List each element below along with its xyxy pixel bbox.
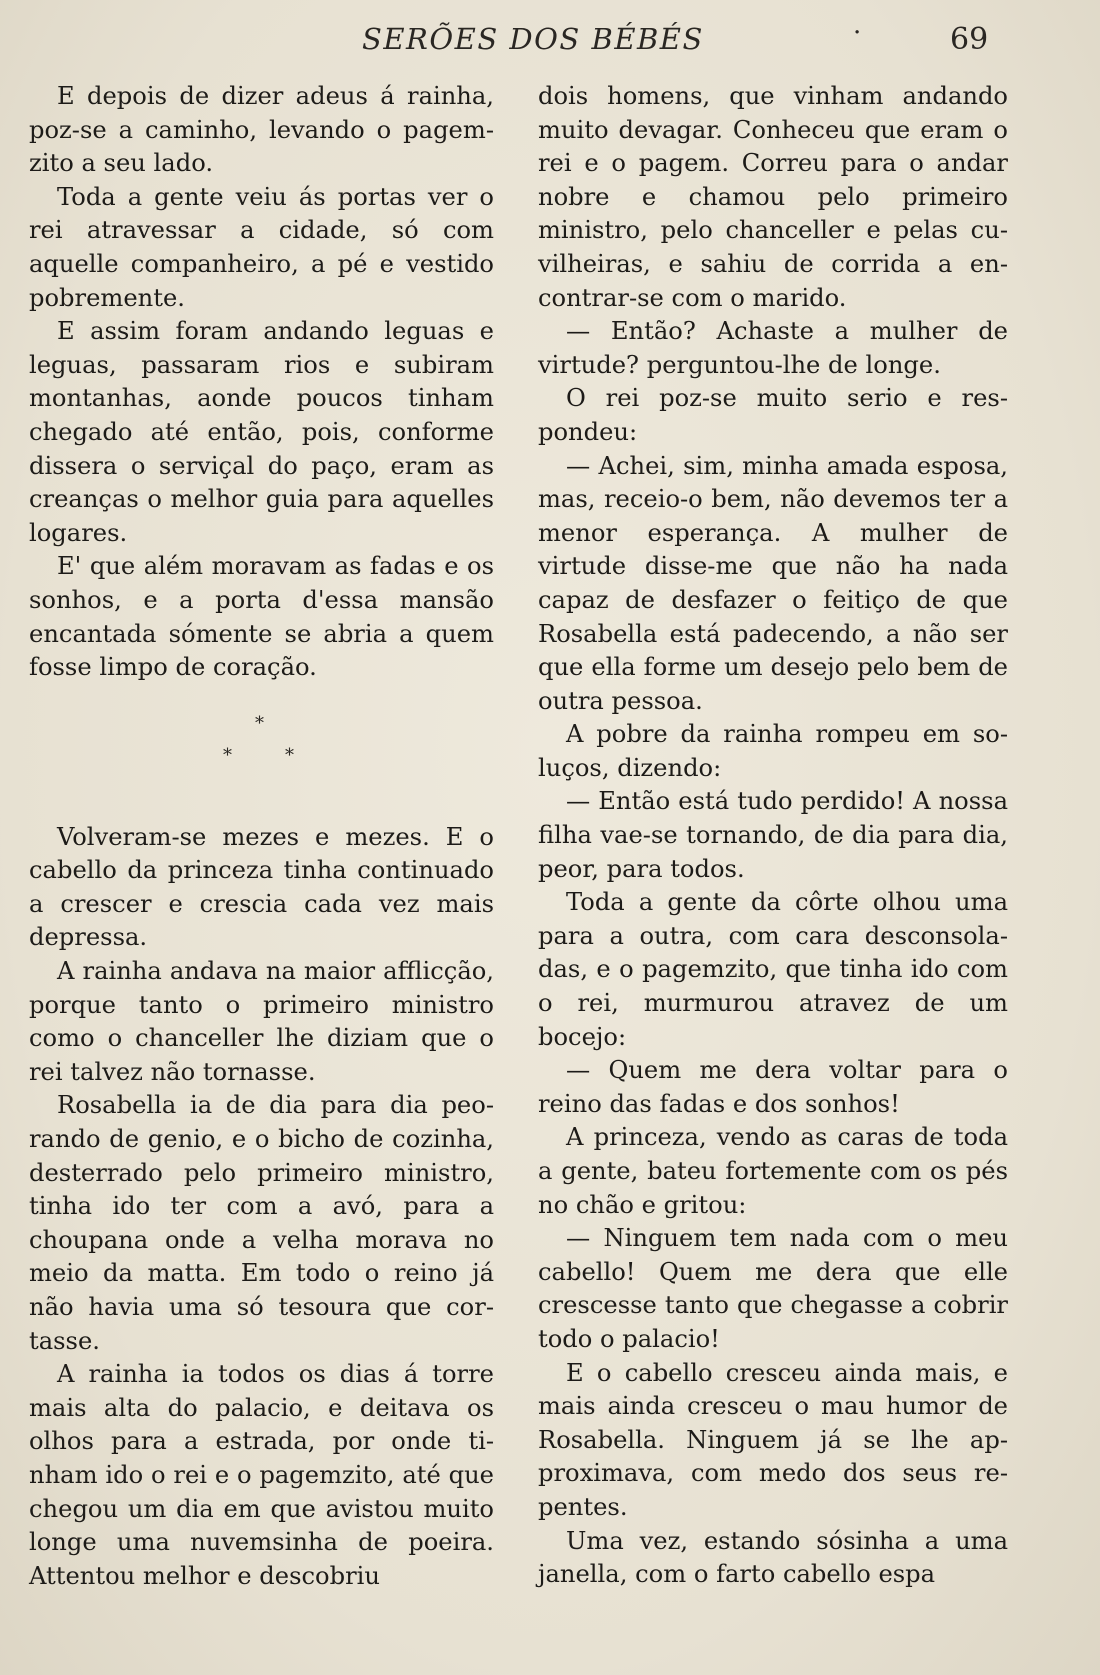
paragraph: Rosabella ia de dia para dia peorando de genio, e o bicho de cozinha, desterrado pelo primeiro ministro, tinha ido ter com a avó, para a choupana onde a velha morava no meio da matta. Em todo o reino já não havia uma só tesoura que cortasse. bbox=[29, 1091, 494, 1355]
dialogue-line: — Quem me dera voltar para o reino das fadas e dos sonhos! bbox=[538, 1056, 1008, 1118]
paragraph: E depois de dizer adeus á rainha, poz-se a caminho, levando o pagemzito a seu lado. bbox=[29, 82, 494, 178]
header-separator: · bbox=[853, 18, 862, 48]
section-break-star: * bbox=[285, 744, 294, 766]
paragraph: A princeza, vendo as caras de toda a gente, bateu fortemente com os pés no chão e gritou: bbox=[538, 1123, 1008, 1219]
section-break-star: * bbox=[255, 712, 264, 734]
paragraph: E o cabello cresceu ainda mais, e mais ainda cresceu o mau humor de Rosabella. Ninguem já se lhe approximava, com medo dos seus repentes. bbox=[538, 1358, 1008, 1521]
section-break bbox=[29, 685, 494, 821]
paragraph: A rainha ia todos os dias á torre mais alta do palacio, e deitava os olhos para a estrada, por onde tinham ido o rei e o pagemzito, até que chegou um dia em que avistou muito longe uma nuvemsinha de poeira. Attentou melhor e descobriu bbox=[29, 1360, 494, 1590]
page-number: 69 bbox=[950, 22, 989, 57]
paragraph: A rainha andava na maior afflicção, porque tanto o primeiro ministro como o chanceller lhe diziam que o rei talvez não tornasse. bbox=[29, 957, 494, 1086]
running-title: SERÕES DOS BÉBÉS bbox=[362, 22, 704, 56]
paragraph: E' que além moravam as fadas e os sonhos, e a porta d'essa mansão encantada sómente se abria a quem fosse limpo de coração. bbox=[29, 552, 494, 682]
paragraph: A pobre da rainha rompeu em soluços, dizendo: bbox=[538, 720, 1008, 782]
dialogue-line: — Achei, sim, minha amada esposa, mas, receio-o bem, não devemos ter a menor esperança. A mulher de virtude disse-me que não ha nada capaz de desfazer o feitiço de que Rosabella está padecendo, a não ser que ella forme um desejo pelo bem de outra pessoa. bbox=[538, 451, 1008, 715]
paragraph: Volveram-se mezes e mezes. E o cabello da princeza tinha continuado a crescer e crescia cada vez mais depressa. bbox=[29, 822, 494, 952]
paragraph: Toda a gente da côrte olhou uma para a outra, com cara desconsoladas, e o pagemzito, que tinha ido com o rei, murmurou atravez de um bocejo: bbox=[538, 888, 1008, 1051]
section-break-star: * bbox=[223, 744, 232, 766]
dialogue-line: — Então? Achaste a mulher de virtude? perguntou-lhe de longe. bbox=[538, 317, 1008, 379]
page-header bbox=[0, 18, 1100, 68]
paragraph: E assim foram andando leguas e leguas, passaram rios e subiram montanhas, aonde poucos tinham chegado até então, pois, conforme dissera o serviçal do paço, eram as creanças o melhor guia para aquelles logares. bbox=[29, 317, 494, 547]
left-column bbox=[29, 80, 494, 1593]
paragraph: Toda a gente veiu ás portas ver o rei atravessar a cidade, só com aquelle companheiro, a pé e vestido pobremente. bbox=[29, 182, 494, 312]
right-column bbox=[538, 80, 1008, 1592]
paragraph-continuation: dois homens, que vinham andando muito devagar. Conheceu que eram o rei e o pagem. Correu para o andar nobre e chamou pelo primeiro ministro, pelo chanceller e pelas cuvilheiras, e sahiu de corrida a encontrar-se com o marido. bbox=[538, 82, 1008, 312]
paragraph: Uma vez, estando sósinha a uma janella, com o farto cabello espa bbox=[538, 1526, 1008, 1589]
paragraph: O rei poz-se muito serio e respondeu: bbox=[538, 384, 1008, 446]
dialogue-line: — Então está tudo perdido! A nossa filha vae-se tornando, de dia para dia, peor, para todos. bbox=[538, 787, 1008, 883]
dialogue-line: — Ninguem tem nada com o meu cabello! Quem me dera que elle crescesse tanto que chegasse a cobrir todo o palacio! bbox=[538, 1224, 1008, 1353]
